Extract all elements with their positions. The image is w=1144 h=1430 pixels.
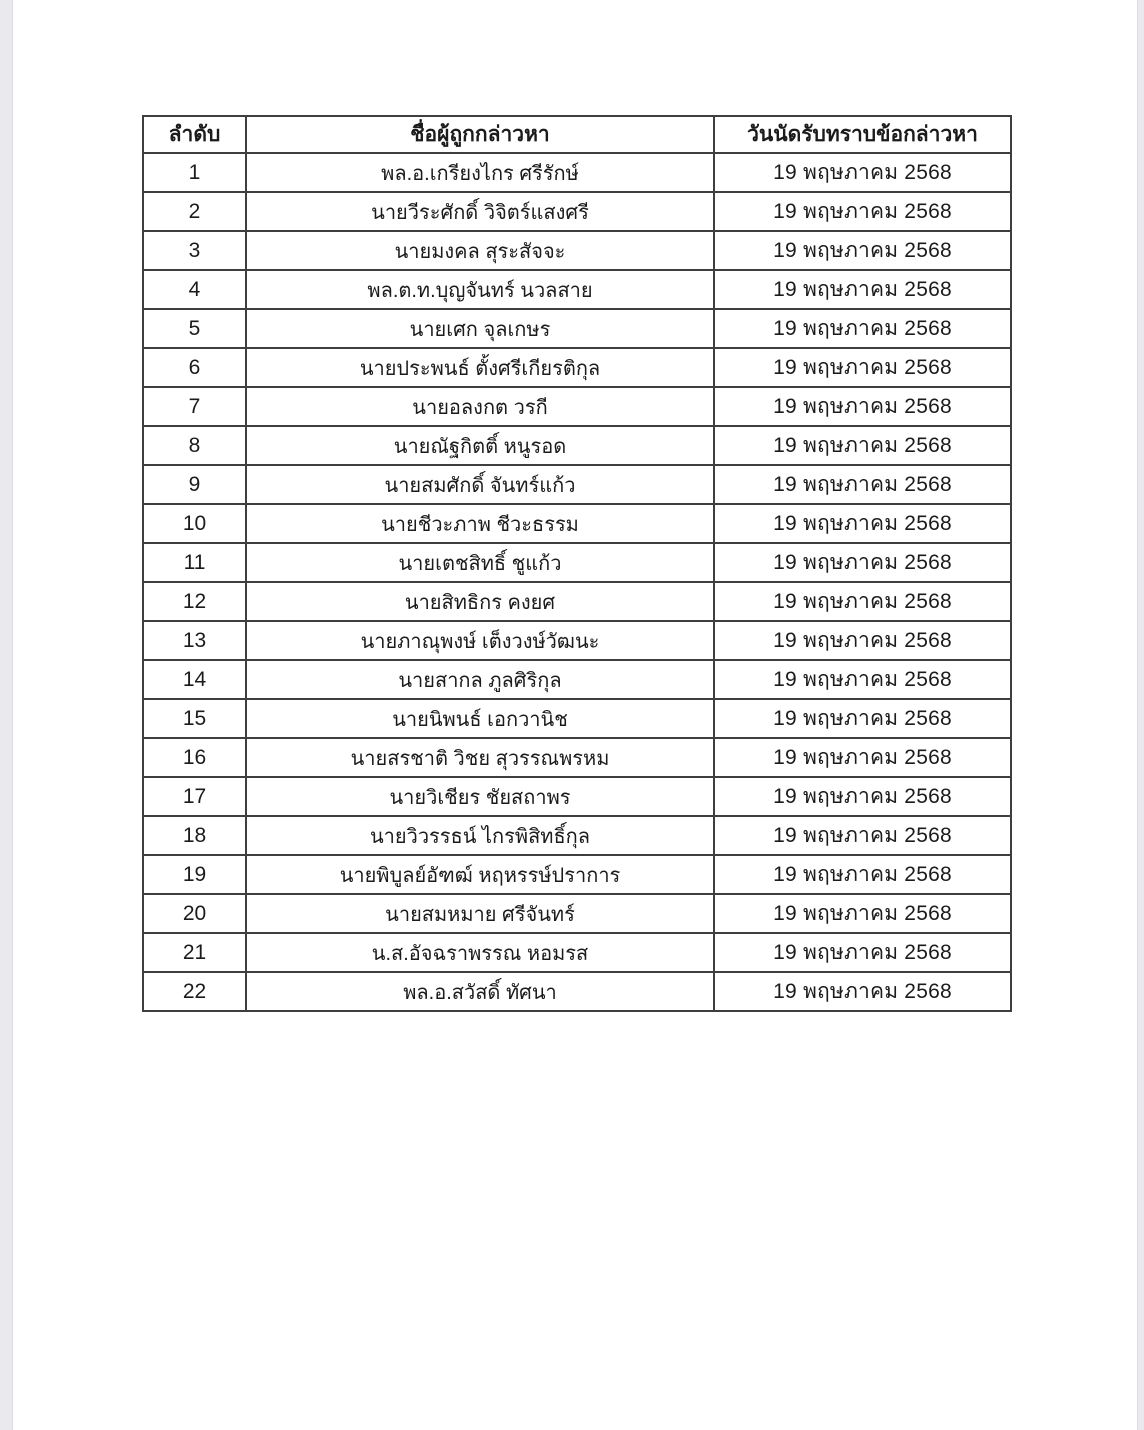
cell-index: 8 [143, 426, 246, 465]
cell-date: 19 พฤษภาคม 2568 [714, 231, 1011, 270]
table-row [143, 387, 1011, 426]
cell-name: นายวิวรรธน์ ไกรพิสิทธิ์กุล [246, 816, 714, 855]
cell-name: พล.อ.สวัสดิ์ ทัศนา [246, 972, 714, 1011]
cell-index: 22 [143, 972, 246, 1011]
cell-date: 19 พฤษภาคม 2568 [714, 387, 1011, 426]
cell-name: นายอลงกต วรกี [246, 387, 714, 426]
table-row [143, 855, 1011, 894]
table-row [143, 153, 1011, 192]
cell-name: นายณัฐกิตติ์ หนูรอด [246, 426, 714, 465]
cell-name: นายสากล ภูลศิริกุล [246, 660, 714, 699]
cell-date: 19 พฤษภาคม 2568 [714, 504, 1011, 543]
cell-index: 12 [143, 582, 246, 621]
cell-date: 19 พฤษภาคม 2568 [714, 699, 1011, 738]
table-row [143, 582, 1011, 621]
cell-name: นายสิทธิกร คงยศ [246, 582, 714, 621]
cell-index: 16 [143, 738, 246, 777]
cell-index: 4 [143, 270, 246, 309]
cell-name: นายวีระศักดิ์ วิจิตร์แสงศรี [246, 192, 714, 231]
cell-date: 19 พฤษภาคม 2568 [714, 543, 1011, 582]
cell-name: นายสมหมาย ศรีจันทร์ [246, 894, 714, 933]
cell-index: 1 [143, 153, 246, 192]
table-row [143, 621, 1011, 660]
table-row [143, 777, 1011, 816]
column-header-index: ลำดับ [143, 116, 246, 153]
table-row [143, 309, 1011, 348]
cell-index: 5 [143, 309, 246, 348]
cell-name: นายภาณุพงษ์ เต็งวงษ์วัฒนะ [246, 621, 714, 660]
cell-date: 19 พฤษภาคม 2568 [714, 660, 1011, 699]
cell-name: นายพิบูลย์อัฑฒ์ หฤหรรษ์ปราการ [246, 855, 714, 894]
table-row [143, 504, 1011, 543]
page-edge-left [0, 0, 13, 1430]
cell-date: 19 พฤษภาคม 2568 [714, 270, 1011, 309]
column-header-name: ชื่อผู้ถูกกล่าวหา [246, 116, 714, 153]
cell-name: นายเศก จุลเกษร [246, 309, 714, 348]
cell-date: 19 พฤษภาคม 2568 [714, 153, 1011, 192]
table-row [143, 231, 1011, 270]
cell-index: 17 [143, 777, 246, 816]
cell-index: 3 [143, 231, 246, 270]
table-row [143, 426, 1011, 465]
cell-index: 2 [143, 192, 246, 231]
table-row [143, 465, 1011, 504]
table-row [143, 933, 1011, 972]
cell-index: 15 [143, 699, 246, 738]
table-row [143, 894, 1011, 933]
cell-date: 19 พฤษภาคม 2568 [714, 933, 1011, 972]
cell-name: นายมงคล สุระสัจจะ [246, 231, 714, 270]
cell-name: นายสมศักดิ์ จันทร์แก้ว [246, 465, 714, 504]
cell-name: นายเตชสิทธิ์ ชูแก้ว [246, 543, 714, 582]
cell-name: นายประพนธ์ ตั้งศรีเกียรติกุล [246, 348, 714, 387]
cell-name: น.ส.อัจฉราพรรณ หอมรส [246, 933, 714, 972]
table-row [143, 660, 1011, 699]
cell-date: 19 พฤษภาคม 2568 [714, 621, 1011, 660]
cell-name: พล.ต.ท.บุญจันทร์ นวลสาย [246, 270, 714, 309]
cell-date: 19 พฤษภาคม 2568 [714, 816, 1011, 855]
cell-index: 14 [143, 660, 246, 699]
cell-date: 19 พฤษภาคม 2568 [714, 192, 1011, 231]
cell-index: 19 [143, 855, 246, 894]
cell-date: 19 พฤษภาคม 2568 [714, 972, 1011, 1011]
cell-index: 21 [143, 933, 246, 972]
cell-name: นายชีวะภาพ ชีวะธรรม [246, 504, 714, 543]
cell-date: 19 พฤษภาคม 2568 [714, 738, 1011, 777]
cell-index: 20 [143, 894, 246, 933]
accused-persons-table [142, 115, 1012, 1012]
table-row [143, 192, 1011, 231]
cell-date: 19 พฤษภาคม 2568 [714, 348, 1011, 387]
cell-index: 11 [143, 543, 246, 582]
cell-name: นายวิเชียร ชัยสถาพร [246, 777, 714, 816]
cell-date: 19 พฤษภาคม 2568 [714, 582, 1011, 621]
table-row [143, 270, 1011, 309]
cell-date: 19 พฤษภาคม 2568 [714, 426, 1011, 465]
table-row [143, 699, 1011, 738]
cell-date: 19 พฤษภาคม 2568 [714, 465, 1011, 504]
table-body [143, 153, 1011, 1011]
cell-date: 19 พฤษภาคม 2568 [714, 855, 1011, 894]
cell-index: 18 [143, 816, 246, 855]
table-row [143, 972, 1011, 1011]
cell-date: 19 พฤษภาคม 2568 [714, 894, 1011, 933]
cell-date: 19 พฤษภาคม 2568 [714, 309, 1011, 348]
table-row [143, 738, 1011, 777]
cell-index: 7 [143, 387, 246, 426]
cell-date: 19 พฤษภาคม 2568 [714, 777, 1011, 816]
cell-index: 9 [143, 465, 246, 504]
table-row [143, 348, 1011, 387]
cell-index: 13 [143, 621, 246, 660]
cell-name: นายสรชาติ วิชย สุวรรณพรหม [246, 738, 714, 777]
cell-index: 10 [143, 504, 246, 543]
column-header-date: วันนัดรับทราบข้อกล่าวหา [714, 116, 1011, 153]
table-row [143, 543, 1011, 582]
table-header-row [143, 116, 1011, 153]
cell-index: 6 [143, 348, 246, 387]
cell-name: พล.อ.เกรียงไกร ศรีรักษ์ [246, 153, 714, 192]
table-row [143, 816, 1011, 855]
page-edge-right [1137, 0, 1144, 1430]
cell-name: นายนิพนธ์ เอกวานิช [246, 699, 714, 738]
